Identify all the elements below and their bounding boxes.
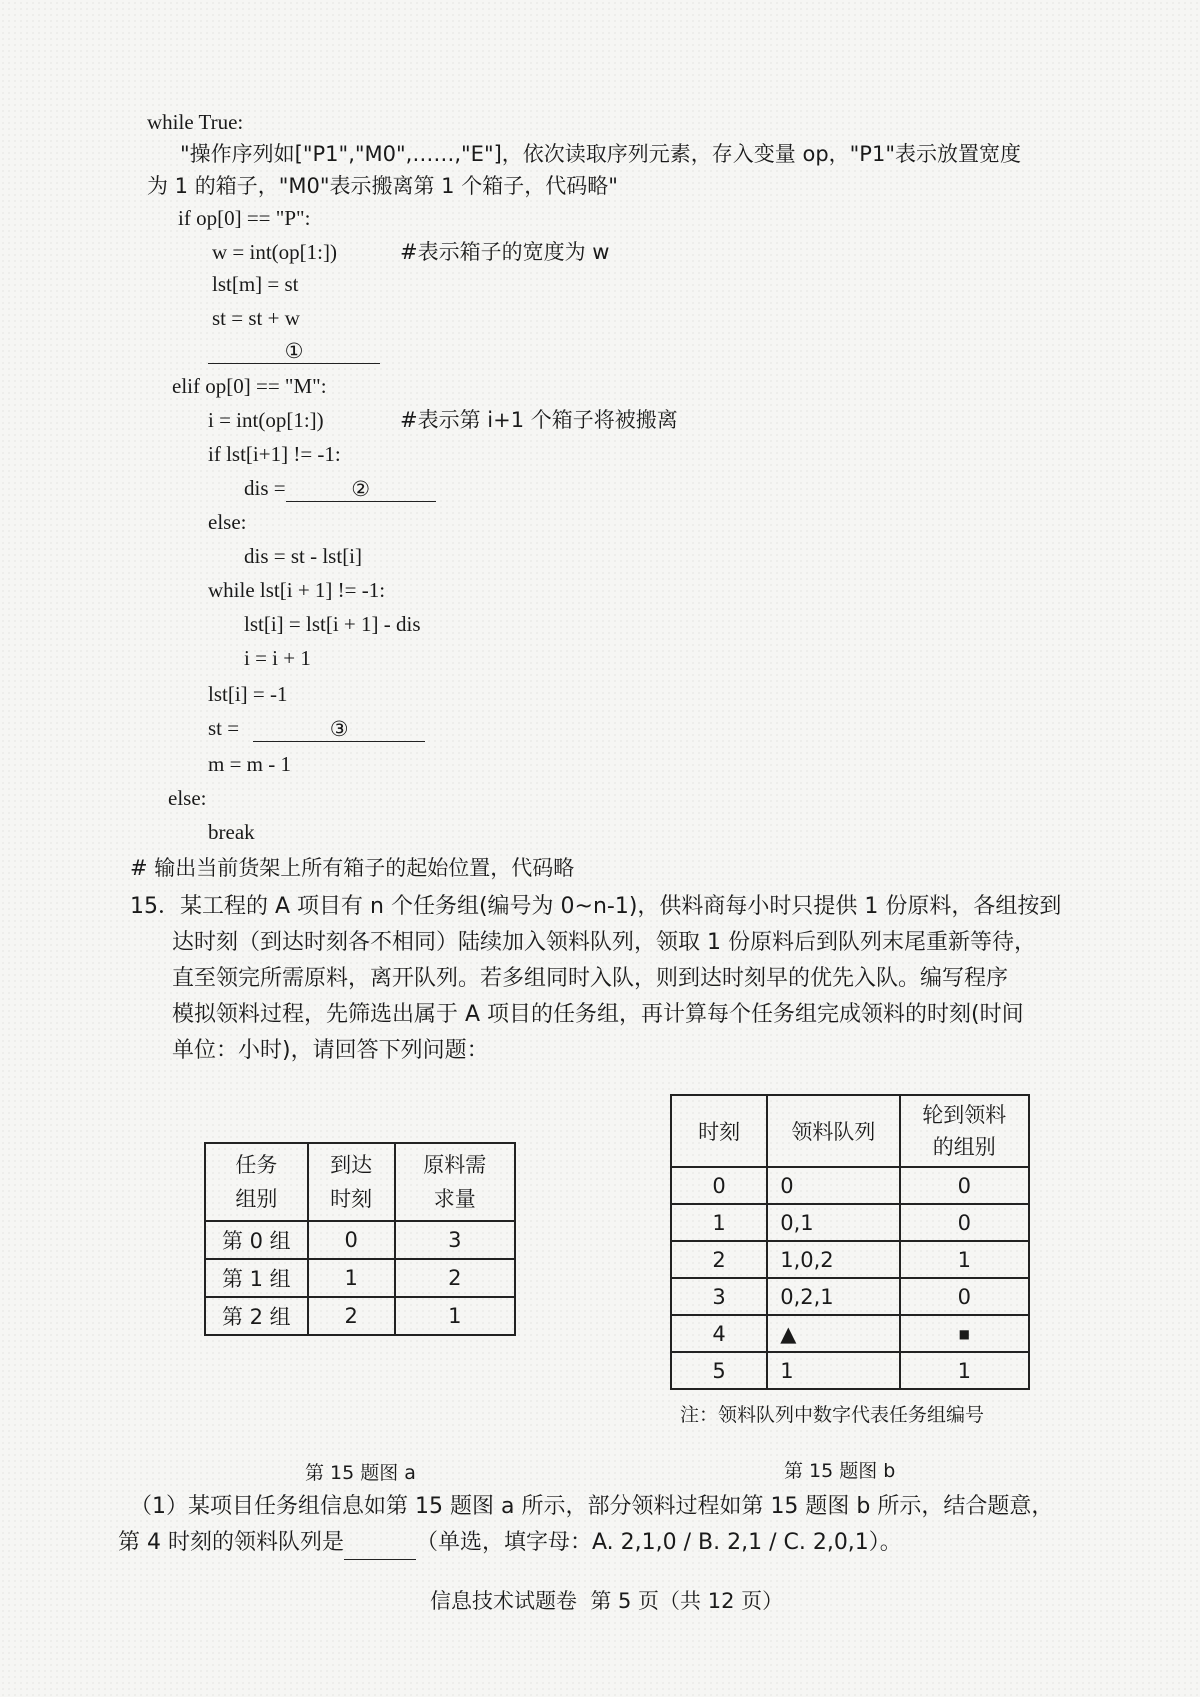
code-comment: 为 1 的箱子，"M0"表示搬离第 1 个箱子，代码略" [147,174,618,198]
question-15-line: 直至领完所需原料，离开队列。若多组同时入队，则到达时刻早的优先入队。编写程序 [172,966,1009,991]
code-line: i = int(op[1:]) [208,408,324,432]
code-comment: #表示第 i+1 个箱子将被搬离 [400,408,678,432]
code-line: while lst[i + 1] != -1: [208,578,386,602]
table-cell: 2 [395,1259,515,1297]
subquestion-1-line [118,1526,902,1560]
table-cell: 0 [767,1167,899,1204]
blank-2-marker: ② [286,475,436,502]
blank-3-marker: ③ [253,715,425,742]
table-b [670,1094,1030,1390]
table-a [204,1142,516,1336]
figure-a-caption: 第 15 题图 a [305,1462,416,1484]
table-cell: 第 1 组 [205,1259,308,1297]
question-15-line: 模拟领料过程，先筛选出属于 A 项目的任务组，再计算每个任务组完成领料的时刻(时间 [172,1002,1024,1027]
subquestion-1-line: （1）某项目任务组信息如第 15 题图 a 所示，部分领料过程如第 15 题图 b 所示，结合题意， [130,1494,1054,1519]
code-line: dis = st - lst[i] [244,544,363,568]
answer-blank [344,1535,416,1560]
code-line: w = int(op[1:]) [212,240,337,264]
table-row [205,1259,515,1297]
code-line: lst[i] = lst[i + 1] - dis [244,612,421,636]
table-cell: 1 [395,1297,515,1335]
table-cell: 3 [395,1221,515,1259]
page-footer: 信息技术试题卷 第 5 页（共 12 页） [430,1589,784,1613]
table-b-header-row [671,1095,1029,1167]
table-cell: 1 [308,1259,395,1297]
code-line: else: [168,786,207,810]
subquestion-1-options: （单选，填字母：A. 2,1,0 / B. 2,1 / C. 2,0,1）。 [415,1530,902,1555]
table-cell: 1 [900,1241,1029,1278]
code-line: if op[0] == "P": [178,206,311,230]
square-placeholder-icon: ■ [900,1315,1029,1352]
table-cell: 2 [671,1241,767,1278]
table-cell: 0 [900,1167,1029,1204]
table-row [671,1167,1029,1204]
table-cell: 0 [900,1278,1029,1315]
table-cell: 第 0 组 [205,1221,308,1259]
table-row [671,1352,1029,1389]
figure-b-caption: 第 15 题图 b [784,1460,896,1482]
table-a-header: 原料需 求量 [395,1143,515,1221]
table-b-note: 注：领料队列中数字代表任务组编号 [680,1404,985,1426]
code-comment: # 输出当前货架上所有箱子的起始位置，代码略 [130,856,575,880]
fill-blank-1 [208,336,380,364]
code-line: i = i + 1 [244,646,311,670]
code-text: st = [208,716,240,740]
table-cell: 0,1 [767,1204,899,1241]
table-cell: 第 2 组 [205,1297,308,1335]
question-15-line: 达时刻（到达时刻各不相同）陆续加入领料队列，领取 1 份原料后到队列末尾重新等待， [172,930,1036,955]
triangle-placeholder-icon: ▲ [767,1315,899,1352]
code-line: m = m - 1 [208,752,292,776]
code-line: st = st + w [212,306,300,330]
question-15-line: 15．某工程的 A 项目有 n 个任务组(编号为 0~n-1)，供料商每小时只提供 1 份原料，各组按到 [130,894,1062,919]
table-cell: 1 [767,1352,899,1389]
table-cell: 2 [308,1297,395,1335]
code-line: lst[i] = -1 [208,682,288,706]
code-line: break [208,820,255,844]
table-a-header-row [205,1143,515,1221]
code-line: else: [208,510,247,534]
table-cell: 1,0,2 [767,1241,899,1278]
table-cell: 0,2,1 [767,1278,899,1315]
table-cell: 0 [671,1167,767,1204]
code-line: lst[m] = st [212,272,299,296]
table-cell: 1 [900,1352,1029,1389]
code-comment: "操作序列如["P1","M0",……,"E"]，依次读取序列元素，存入变量 op，"P1"表示放置宽度 [180,142,1021,166]
table-row [671,1315,1029,1352]
subquestion-1-text: 第 4 时刻的领料队列是 [118,1530,344,1555]
table-cell: 0 [900,1204,1029,1241]
fill-blank-2-line [244,474,436,502]
table-cell: 3 [671,1278,767,1315]
table-cell: 4 [671,1315,767,1352]
table-b-header: 轮到领料 的组别 [900,1095,1029,1167]
question-15-line: 单位：小时)，请回答下列问题： [172,1038,489,1063]
table-row [205,1297,515,1335]
code-text: dis = [244,476,286,500]
table-b-header: 时刻 [671,1095,767,1167]
blank-1-marker: ① [208,337,380,364]
table-b-header: 领料队列 [767,1095,899,1167]
code-line: if lst[i+1] != -1: [208,442,341,466]
table-row [205,1221,515,1259]
table-row [671,1204,1029,1241]
table-cell: 5 [671,1352,767,1389]
fill-blank-3-line [208,714,425,742]
code-line: elif op[0] == "M": [172,374,327,398]
code-comment: #表示箱子的宽度为 w [400,240,610,264]
table-a-header: 到达 时刻 [308,1143,395,1221]
code-line: while True: [147,110,244,134]
table-row [671,1278,1029,1315]
table-a-header: 任务 组别 [205,1143,308,1221]
table-cell: 0 [308,1221,395,1259]
table-row [671,1241,1029,1278]
table-cell: 1 [671,1204,767,1241]
